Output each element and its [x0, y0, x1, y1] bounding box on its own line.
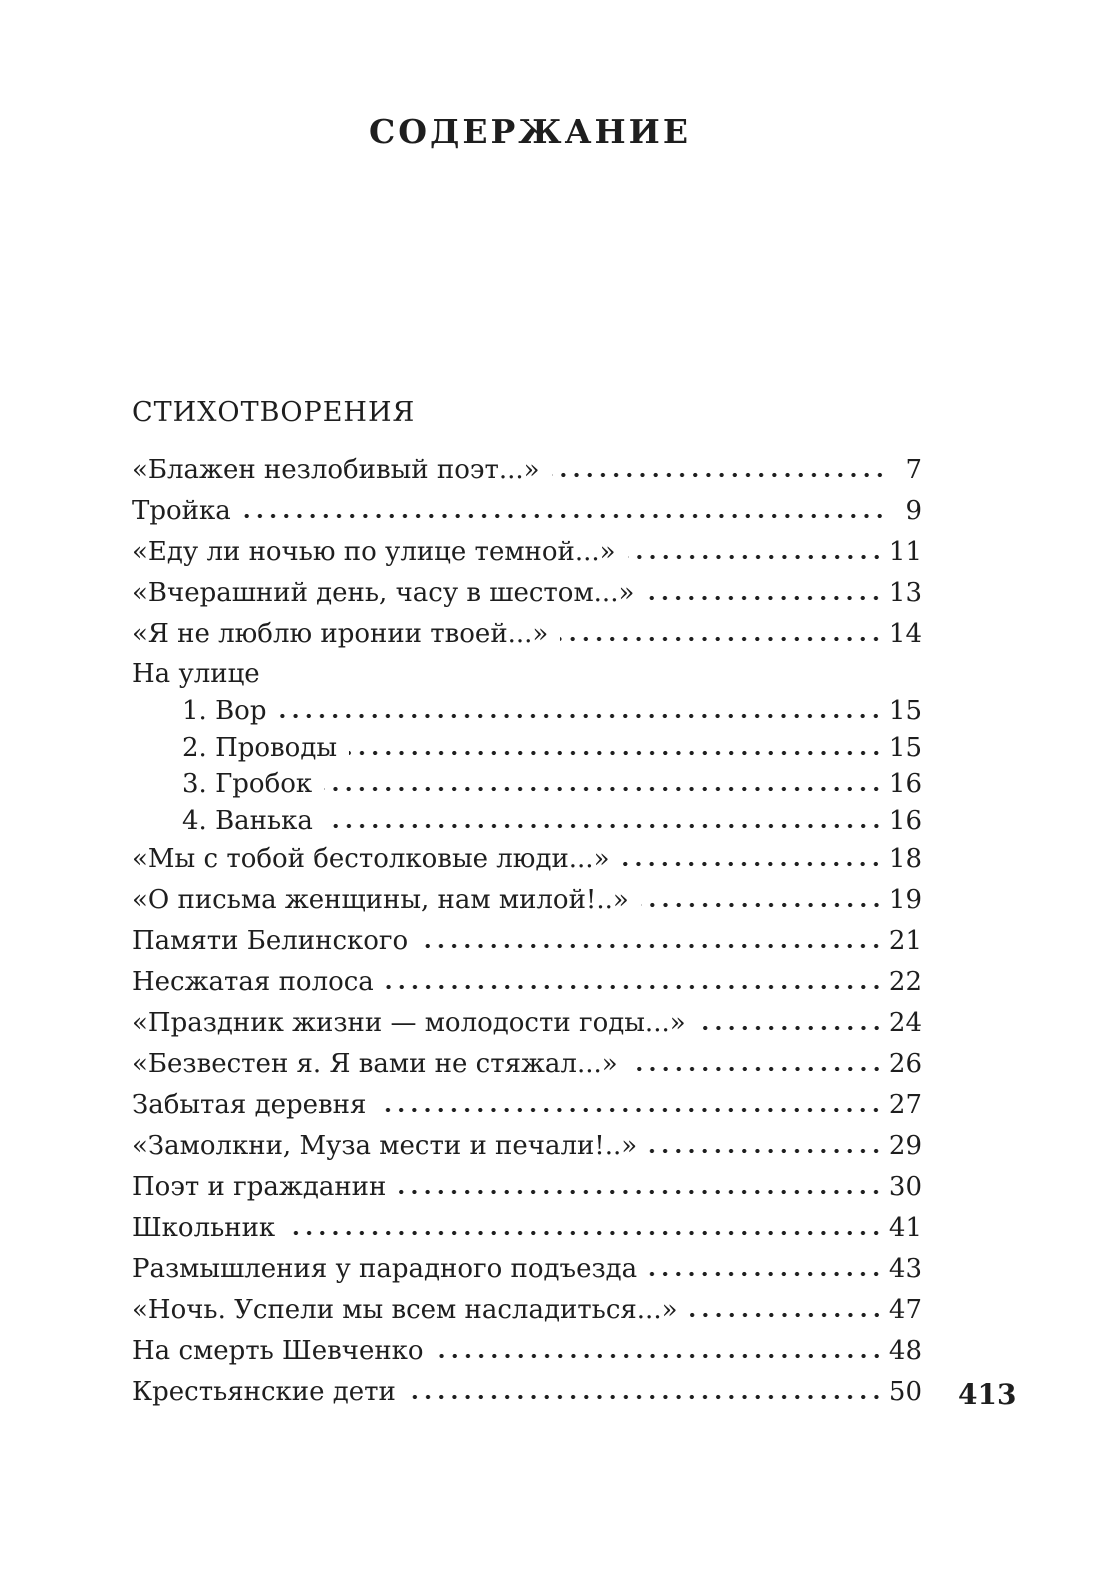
toc-group-heading[interactable]	[132, 655, 922, 693]
dot-leader	[641, 902, 883, 908]
toc-entry[interactable]	[132, 1208, 922, 1249]
toc-entry[interactable]	[132, 1167, 922, 1208]
toc-entry[interactable]	[132, 573, 922, 614]
section-title: СТИХОТВОРЕНИЯ	[132, 397, 416, 428]
toc-entry-title: Размышления у парадного подъезда	[132, 1254, 638, 1284]
toc-entry-title: Памяти Белинского	[132, 926, 409, 956]
toc-entry-page: 24	[888, 1008, 922, 1038]
toc-entry-page: 29	[888, 1131, 922, 1161]
dot-leader	[324, 786, 883, 792]
toc-entry[interactable]	[132, 491, 922, 532]
toc-entry[interactable]	[132, 614, 922, 655]
dot-leader	[649, 1148, 883, 1154]
toc-entry-page: 21	[888, 926, 922, 956]
toc-entry-page: 15	[888, 732, 922, 763]
toc-entry[interactable]	[132, 450, 922, 491]
toc-entry-title: 3. Гробок	[182, 769, 313, 799]
toc-entry[interactable]	[132, 1249, 922, 1290]
toc-entry-title: Школьник	[132, 1213, 276, 1243]
toc-subentry[interactable]	[132, 766, 922, 803]
toc-entry-page: 16	[888, 805, 922, 836]
toc-entry-title: «Праздник жизни — молодости годы...»	[132, 1008, 686, 1038]
dot-leader	[560, 636, 883, 642]
toc-entry[interactable]	[132, 962, 922, 1003]
toc-entry-page: 43	[888, 1254, 922, 1284]
toc-entry-title: Несжатая полоса	[132, 967, 374, 997]
toc-subentry[interactable]	[132, 803, 922, 840]
dot-leader	[690, 1312, 883, 1318]
toc-entry[interactable]	[132, 880, 922, 921]
toc-entry-title: На улице	[132, 659, 260, 689]
toc-entry-title: «О письма женщины, нам милой!..»	[132, 885, 629, 915]
dot-leader	[698, 1025, 883, 1031]
toc-entry-page: 27	[888, 1090, 922, 1120]
toc-entry-title: «Мы с тобой бестолковые люди...»	[132, 844, 610, 874]
toc-entry-page: 47	[888, 1295, 922, 1325]
toc-entry-page: 50	[888, 1377, 922, 1407]
dot-leader	[649, 1271, 883, 1277]
dot-leader	[420, 943, 883, 949]
toc-entry-title: «Замолкни, Муза мести и печали!..»	[132, 1131, 638, 1161]
toc-entry-title: «Блажен незлобивый поэт...»	[132, 455, 540, 485]
dot-leader	[287, 1230, 883, 1236]
toc-entry[interactable]	[132, 839, 922, 880]
dot-leader	[436, 1353, 883, 1359]
dot-leader	[621, 861, 882, 867]
toc-entry-title: «Безвестен я. Я вами не стяжал...»	[132, 1049, 618, 1079]
dot-leader	[386, 984, 883, 990]
toc-entry[interactable]	[132, 1372, 922, 1413]
toc-entry-title: «Ночь. Успели мы всем насладиться...»	[132, 1295, 678, 1325]
toc-entry-page: 9	[905, 496, 922, 526]
toc-entry[interactable]	[132, 1044, 922, 1085]
toc-entry-page: 22	[888, 967, 922, 997]
toc-entry-title: Поэт и гражданин	[132, 1172, 387, 1202]
toc-entry-page: 7	[905, 455, 922, 485]
toc-entry-title: Тройка	[132, 496, 231, 526]
toc-entry[interactable]	[132, 1003, 922, 1044]
dot-leader	[630, 1066, 883, 1072]
toc-entry-title: Забытая деревня	[132, 1090, 367, 1120]
toc-entry-page: 41	[888, 1213, 922, 1243]
toc-entry-page: 15	[888, 696, 922, 726]
toc-entry-title: 2. Проводы	[182, 732, 338, 763]
toc-entry-title: На смерть Шевченко	[132, 1336, 424, 1366]
toc-entry-title: Крестьянские дети	[132, 1377, 396, 1407]
toc-entry-page: 13	[888, 578, 922, 608]
dot-leader	[628, 554, 883, 560]
toc-entry-page: 30	[888, 1172, 922, 1202]
dot-leader	[349, 750, 883, 756]
toc-entry-title: «Еду ли ночью по улице темной...»	[132, 537, 616, 567]
toc-entry-page: 11	[888, 537, 922, 567]
page-number: 413	[958, 1378, 1017, 1411]
dot-leader	[408, 1394, 883, 1400]
dot-leader	[325, 823, 883, 829]
toc-entry-page: 26	[888, 1049, 922, 1079]
dot-leader	[243, 513, 886, 519]
table-of-contents	[132, 450, 922, 1413]
toc-entry-title: «Я не люблю иронии твоей...»	[132, 619, 549, 649]
toc-entry-title: 4. Ванька	[182, 805, 313, 836]
toc-entry-page: 48	[888, 1336, 922, 1366]
toc-entry-page: 19	[888, 885, 922, 915]
dot-leader	[646, 595, 883, 601]
toc-entry[interactable]	[132, 1331, 922, 1372]
toc-entry[interactable]	[132, 1126, 922, 1167]
toc-entry-page: 14	[888, 619, 922, 649]
toc-subentry[interactable]	[132, 730, 922, 767]
toc-entry[interactable]	[132, 1085, 922, 1126]
dot-leader	[378, 1107, 883, 1113]
toc-entry-title: «Вчерашний день, часу в шестом...»	[132, 578, 635, 608]
page-title: СОДЕРЖАНИЕ	[368, 112, 691, 151]
dot-leader	[552, 472, 886, 478]
toc-entry[interactable]	[132, 1290, 922, 1331]
toc-entry-page: 18	[888, 844, 922, 874]
toc-entry[interactable]	[132, 532, 922, 573]
dot-leader	[278, 713, 882, 719]
dot-leader	[398, 1189, 883, 1195]
toc-entry[interactable]	[132, 921, 922, 962]
toc-entry-page: 16	[888, 769, 922, 799]
toc-entry-title: 1. Вор	[182, 696, 267, 726]
toc-subentry[interactable]	[132, 693, 922, 730]
